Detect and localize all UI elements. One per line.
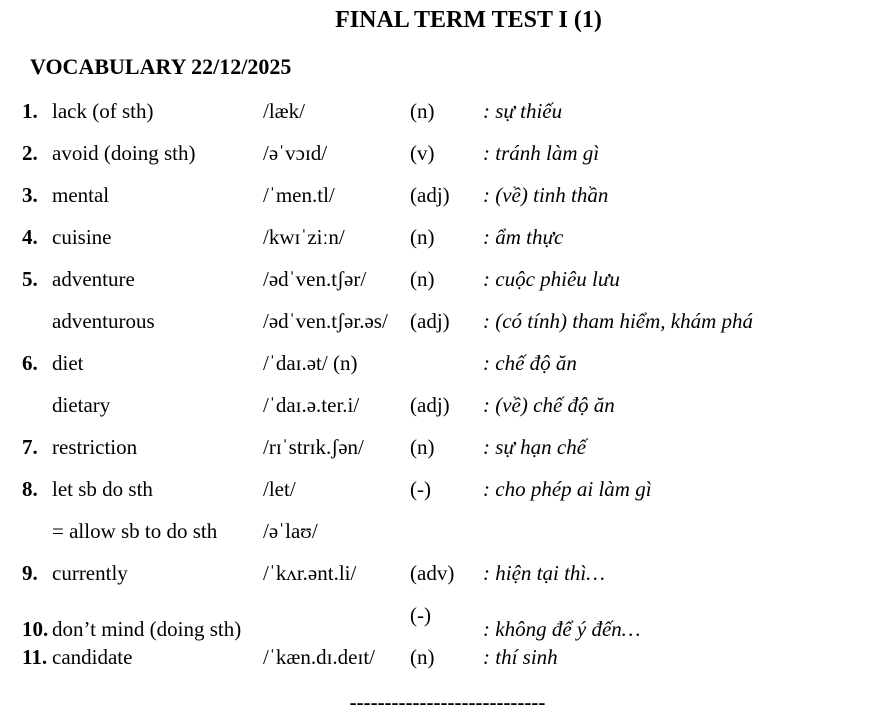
meaning: : chế độ ăn xyxy=(483,351,577,375)
meaning: : cho phép ai làm gì xyxy=(483,477,652,501)
row-number: 2. xyxy=(22,141,38,165)
pron-pos-group xyxy=(263,174,483,216)
pronunciation: /ədˈven.tʃər/ xyxy=(263,267,367,291)
pron-pos-group xyxy=(263,90,483,132)
word: diet xyxy=(52,351,84,375)
vocab-row xyxy=(22,426,895,468)
part-of-speech: (n) xyxy=(410,435,435,459)
meaning: : sự hạn chế xyxy=(483,435,587,459)
word: mental xyxy=(52,183,110,207)
vocab-row xyxy=(22,300,895,342)
row-number: 1. xyxy=(22,99,38,123)
meaning: : không để ý đến… xyxy=(483,617,641,641)
vocab-row xyxy=(22,258,895,300)
row-number: 9. xyxy=(22,561,38,585)
row-number: 5. xyxy=(22,267,38,291)
part-of-speech: (n) xyxy=(410,267,435,291)
page-title: FINAL TERM TEST I (1) xyxy=(335,7,602,33)
pronunciation: /let/ xyxy=(263,477,296,501)
pronunciation: /rɪˈstrɪk.ʃən/ xyxy=(263,435,364,459)
vocab-row xyxy=(22,552,895,594)
meaning: : ẩm thực xyxy=(483,225,564,249)
word: adventure xyxy=(52,267,135,291)
row-number: 6. xyxy=(22,351,38,375)
vocab-row xyxy=(22,384,895,426)
part-of-speech: (n) xyxy=(410,99,435,123)
vocab-row xyxy=(22,174,895,216)
part-of-speech: (v) xyxy=(410,141,435,165)
word: adventurous xyxy=(52,309,155,333)
meaning: : tránh làm gì xyxy=(483,141,600,165)
row-number: 10. xyxy=(22,617,49,641)
meaning: : (về) chế độ ăn xyxy=(483,393,615,417)
part-of-speech: (-) xyxy=(410,603,431,627)
pronunciation: /ˈkʌr.ənt.li/ xyxy=(263,561,357,585)
word: candidate xyxy=(52,645,133,669)
word: lack (of sth) xyxy=(52,99,154,123)
pronunciation: /əˈvɔɪd/ xyxy=(263,141,328,165)
row-number: 11. xyxy=(22,645,48,669)
part-of-speech: (adv) xyxy=(410,561,455,585)
pron-pos-group xyxy=(263,510,483,552)
meaning: : cuộc phiêu lưu xyxy=(483,267,620,291)
pron-pos-group xyxy=(263,342,483,384)
pron-pos-group xyxy=(263,552,483,594)
pron-pos-group xyxy=(263,132,483,174)
pronunciation: /ədˈven.tʃər.əs/ xyxy=(263,309,388,333)
vocab-list xyxy=(0,90,895,678)
pron-pos-group xyxy=(263,384,483,426)
pronunciation: /læk/ xyxy=(263,99,306,123)
row-number: 7. xyxy=(22,435,38,459)
vocab-row xyxy=(22,90,895,132)
row-number: 3. xyxy=(22,183,38,207)
row-number: 4. xyxy=(22,225,38,249)
meaning: : (về) tinh thần xyxy=(483,183,609,207)
pronunciation: /ˈkæn.dɪ.deɪt/ xyxy=(263,645,375,669)
meaning: : hiện tại thì… xyxy=(483,561,605,585)
divider-line: ---------------------------- xyxy=(349,690,546,714)
part-of-speech: (adj) xyxy=(410,183,450,207)
vocab-row xyxy=(22,468,895,510)
pronunciation: /kwɪˈziːn/ xyxy=(263,225,345,249)
part-of-speech: (-) xyxy=(410,477,431,501)
pron-pos-group xyxy=(263,636,483,678)
meaning: : thí sinh xyxy=(483,645,558,669)
vocab-row xyxy=(22,216,895,258)
word: currently xyxy=(52,561,128,585)
pronunciation xyxy=(263,594,410,636)
word: restriction xyxy=(52,435,138,459)
word: avoid (doing sth) xyxy=(52,141,196,165)
word: dietary xyxy=(52,393,111,417)
vocab-row xyxy=(22,342,895,384)
word: = allow sb to do sth xyxy=(52,519,218,543)
pron-pos-group xyxy=(263,300,483,342)
row-number: 8. xyxy=(22,477,38,501)
vocab-row xyxy=(22,636,895,678)
part-of-speech: (n) xyxy=(410,645,435,669)
pronunciation: /əˈlaʊ/ xyxy=(263,519,318,543)
meaning: : (có tính) tham hiểm, khám phá xyxy=(483,309,754,333)
word: don’t mind (doing sth) xyxy=(52,617,242,641)
vocab-row xyxy=(22,510,895,552)
section-heading: VOCABULARY 22/12/2025 xyxy=(30,54,292,79)
vocab-row xyxy=(22,132,895,174)
pron-pos-group xyxy=(263,426,483,468)
pron-pos-group xyxy=(263,594,483,636)
pron-pos-group xyxy=(263,468,483,510)
pronunciation: /ˈmen.tl/ xyxy=(263,183,335,207)
word: cuisine xyxy=(52,225,112,249)
part-of-speech: (adj) xyxy=(410,393,450,417)
pronunciation: /ˈdaɪ.ət/ (n) xyxy=(263,351,358,375)
pron-pos-group xyxy=(263,258,483,300)
pronunciation: /ˈdaɪ.ə.ter.i/ xyxy=(263,393,360,417)
word: let sb do sth xyxy=(52,477,153,501)
meaning: : sự thiếu xyxy=(483,99,563,123)
pron-pos-group xyxy=(263,216,483,258)
vocab-row xyxy=(22,594,895,641)
part-of-speech: (n) xyxy=(410,225,435,249)
part-of-speech: (adj) xyxy=(410,309,450,333)
